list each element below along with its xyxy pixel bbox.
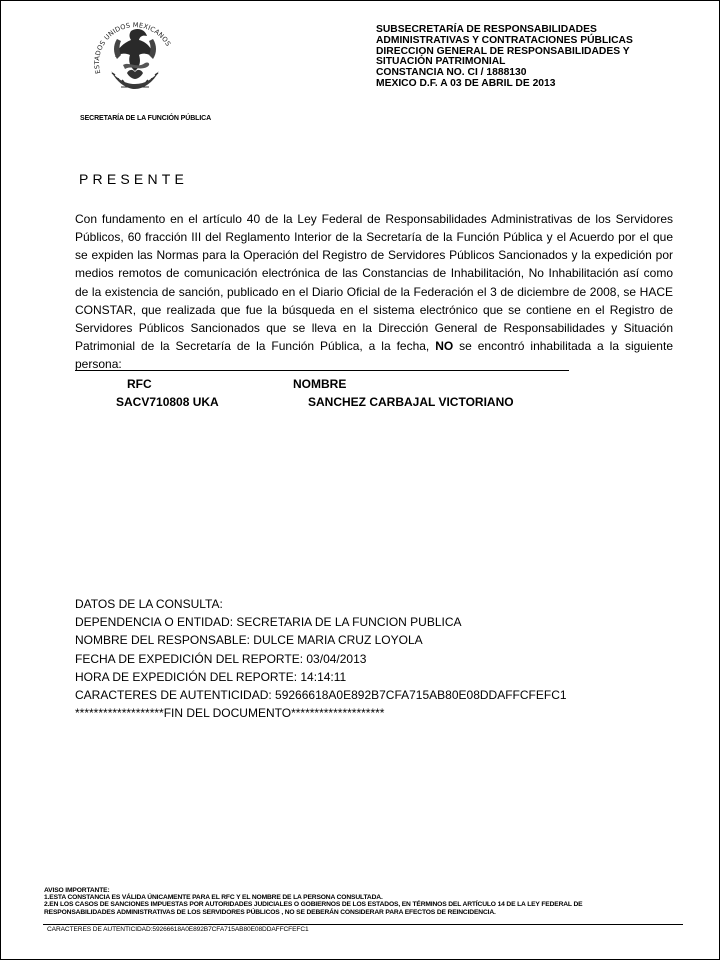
body-emphasis: NO [435, 339, 454, 354]
notice-item: 1.ESTA CONSTANCIA ES VÁLIDA ÚNICAMENTE PARA EL RFC Y EL NOMBRE DE LA PERSONA CONSULTADA. [44, 894, 383, 902]
consulta-fecha: FECHA DE EXPEDICIÓN DEL REPORTE: 03/04/2013 [75, 651, 367, 666]
name-header: NOMBRE [293, 377, 347, 391]
header-line: ADMINISTRATIVAS Y CONTRATACIONES PÚBLICAS [376, 34, 633, 46]
document-date: MEXICO D.F. A 03 DE ABRIL DE 2013 [376, 77, 556, 89]
name-value: SANCHEZ CARBAJAL VICTORIANO [308, 395, 514, 409]
rfc-value: SACV710808 UKA [116, 395, 219, 409]
body-text-before: Con fundamento en el artículo 40 de la Ley Federal de Responsabilidades Administrativas de los Servidores Públicos, 60 fracción III del Reglamento Interior de la Secretaría de la Función Pública y el Acuerdo por el que se expiden las Normas para la Operación del Registro de Servidores Públicos Sancionados y la expedición por medios remotos de comunicación electrónica de las Constancias de Inhabilitación, No Inhabilitación así como de la existencia de sanción, publicado en el Diario Oficial de la Federación el 3 de diciembre de 2008, se HACE CONSTAR, que realizada que fue la búsqueda en el sistema electrónico que se contiene en el Registro de Servidores Públicos Sancionados que se lleva en la Dirección General de Responsabilidades y Situación Patrimonial de la Secretaría de la Función Pública, a la fecha, [75, 212, 673, 354]
consulta-title: DATOS DE LA CONSULTA: [75, 597, 223, 611]
document-header [376, 25, 676, 90]
notice-item: 2.EN LOS CASOS DE SANCIONES IMPUESTAS POR AUTORIDADES JUDICIALES O GOBIERNOS DE LOS ESTADOS, EN TÉRMINOS DEL ARTÍCULO 14 DE LA LEY FEDERAL DE [44, 901, 583, 909]
consulta-hora: HORA DE EXPEDICIÓN DEL REPORTE: 14:14:11 [75, 669, 347, 684]
rfc-header: RFC [127, 377, 152, 391]
national-seal-icon [87, 9, 183, 113]
important-notice [44, 887, 684, 916]
agency-name: SECRETARÍA DE LA FUNCIÓN PÚBLICA [80, 115, 212, 122]
consulta-caracteres: CARACTERES DE AUTENTICIDAD: 59266618A0E892B7CFA715AB80E08DDAFFCFEFC1 [75, 688, 567, 703]
end-of-document: *******************FIN DEL DOCUMENTO******************** [75, 706, 385, 721]
header-line: SUBSECRETARÍA DE RESPONSABILIDADES [376, 24, 597, 35]
notice-item: RESPONSABILIDADES ADMINISTRATIVAS DE LOS SERVIDORES PÚBLICOS , NO SE DEBERÁN CONSIDERAR PARA EFECTOS DE REINCIDENCIA. [44, 908, 496, 916]
consulta-dependencia: DEPENDENCIA O ENTIDAD: SECRETARIA DE LA FUNCION PUBLICA [75, 615, 462, 630]
notice-title: AVISO IMPORTANTE: [44, 887, 110, 894]
salutation: PRESENTE [79, 171, 189, 187]
constancia-number: CONSTANCIA NO. CI / 1888130 [376, 67, 527, 79]
consulta-details [75, 595, 635, 722]
body-text-after: se encontró inhabilitada a la siguiente persona: [75, 339, 673, 372]
footer-divider [43, 924, 683, 925]
footer-authenticity-code: CARACTERES DE AUTENTICIDAD:59266618A0E892B7CFA715AB80E08DDAFFCFEFC1 [47, 926, 309, 933]
consulta-responsable: NOMBRE DEL RESPONSABLE: DULCE MARIA CRUZ LOYOLA [75, 633, 423, 648]
header-line: SITUACIÓN PATRIMONIAL [376, 56, 506, 68]
divider [75, 370, 569, 371]
header-line: DIRECCION GENERAL DE RESPONSABILIDADES Y [376, 45, 630, 57]
body-paragraph [75, 210, 673, 373]
svg-text:ESTADOS UNIDOS MEXICANOS: ESTADOS UNIDOS MEXICANOS [92, 21, 173, 75]
